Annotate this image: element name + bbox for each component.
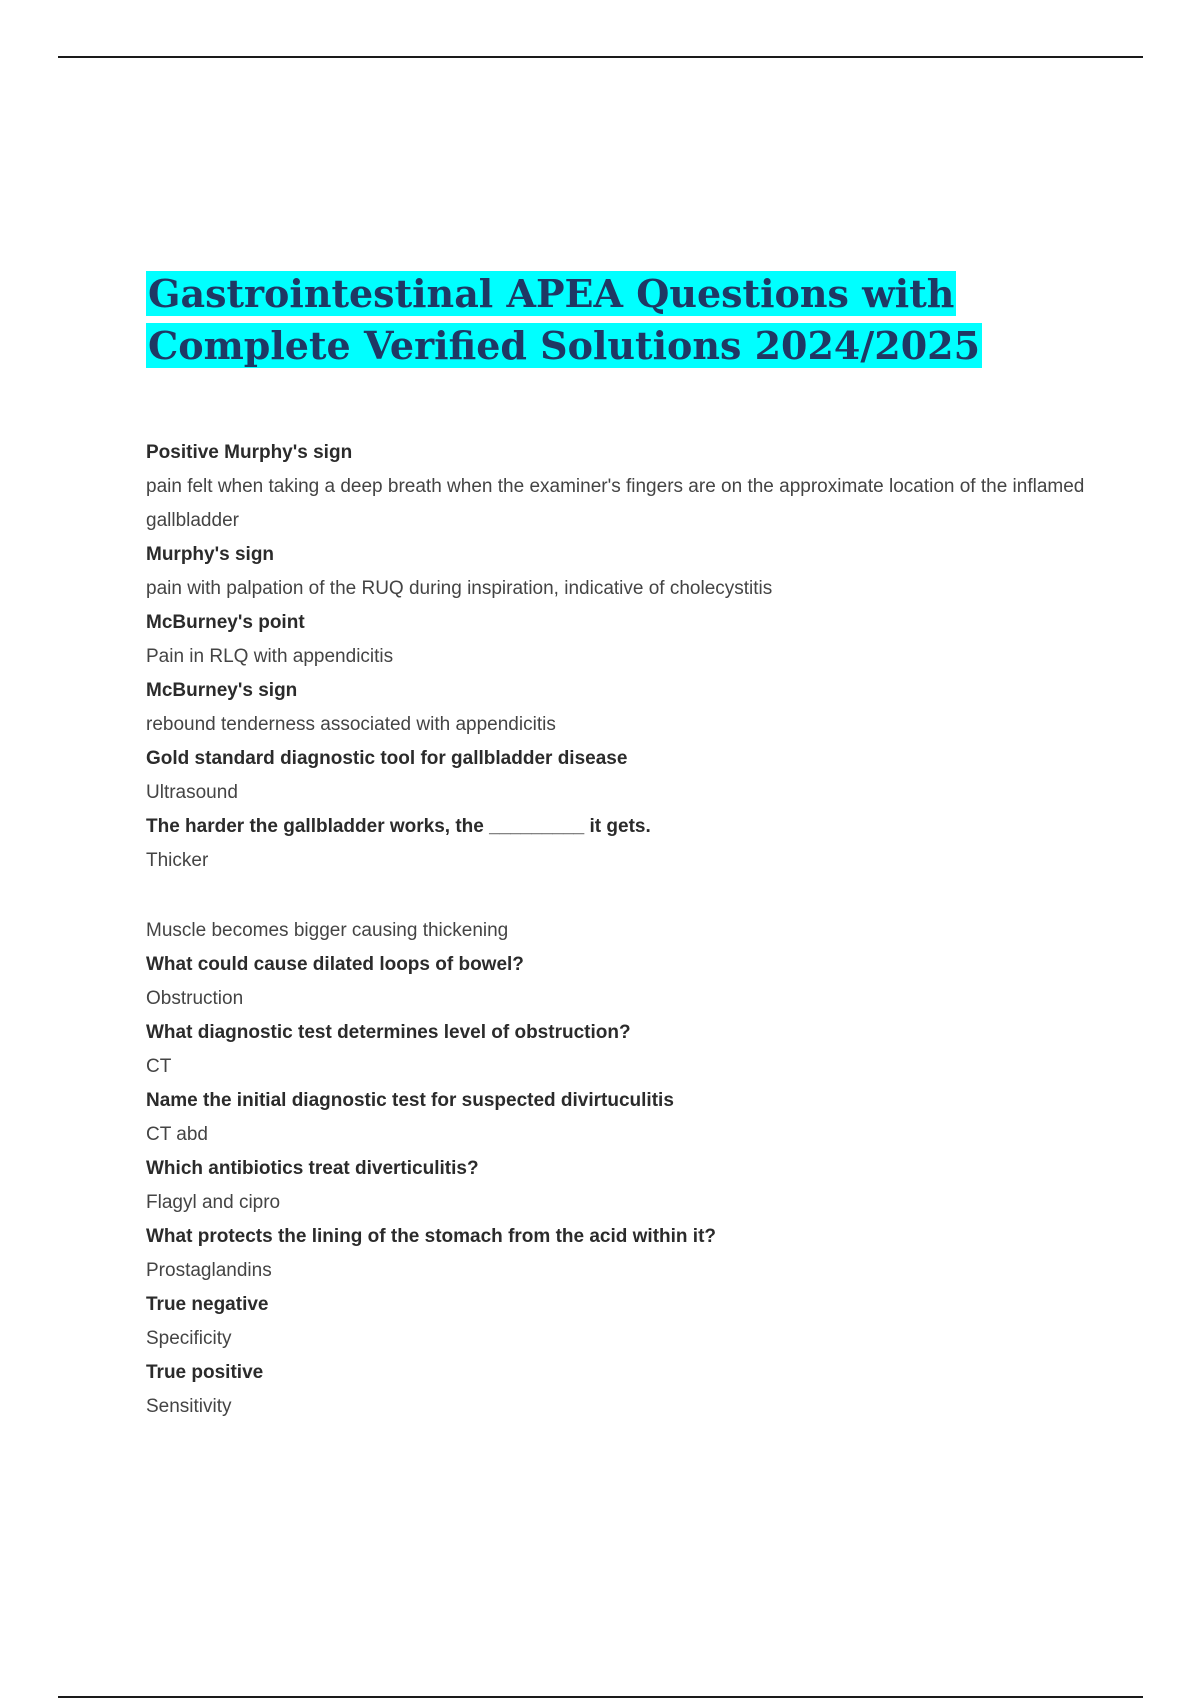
question: Gold standard diagnostic tool for gallbladder disease [146, 748, 628, 769]
answer: Sensitivity [146, 1396, 232, 1417]
qa-list [146, 436, 1086, 1424]
question: True negative [146, 1294, 269, 1315]
answer: Flagyl and cipro [146, 1192, 281, 1213]
answer: Prostaglandins [146, 1260, 272, 1281]
answer: CT [146, 1056, 172, 1077]
answer: Specificity [146, 1328, 232, 1349]
title-line-1: Gastrointestinal APEA Questions with [148, 271, 955, 316]
top-rule [58, 56, 1143, 58]
question: True positive [146, 1362, 264, 1383]
question: Which antibiotics treat diverticulitis? [146, 1158, 479, 1179]
bottom-rule [58, 1696, 1143, 1698]
title-line-2: Complete Verified Solutions 2024/2025 [148, 323, 981, 368]
answer: pain with palpation of the RUQ during inspiration, indicative of cholecystitis [146, 578, 773, 599]
answer: rebound tenderness associated with appendicitis [146, 714, 556, 735]
question: Name the initial diagnostic test for suspected divirtuculitis [146, 1090, 674, 1111]
question: What could cause dilated loops of bowel? [146, 954, 524, 975]
question: Murphy's sign [146, 544, 275, 565]
answer: Obstruction [146, 988, 244, 1009]
answer: pain felt when taking a deep breath when the examiner's fingers are on the approximate location of the inflamed gallbladder [146, 476, 1085, 531]
question: McBurney's point [146, 612, 305, 633]
question: What diagnostic test determines level of obstruction? [146, 1022, 631, 1043]
question: The harder the gallbladder works, the _________ it gets. [146, 816, 651, 837]
document-title [146, 268, 982, 372]
question: Positive Murphy's sign [146, 442, 353, 463]
answer: Ultrasound [146, 782, 238, 803]
answer: Pain in RLQ with appendicitis [146, 646, 394, 667]
answer-note: Muscle becomes bigger causing thickening [146, 920, 509, 941]
question: What protects the lining of the stomach from the acid within it? [146, 1226, 717, 1247]
answer-with-note [146, 844, 1086, 948]
answer: Thicker [146, 850, 209, 871]
answer: CT abd [146, 1124, 208, 1145]
question: McBurney's sign [146, 680, 298, 701]
